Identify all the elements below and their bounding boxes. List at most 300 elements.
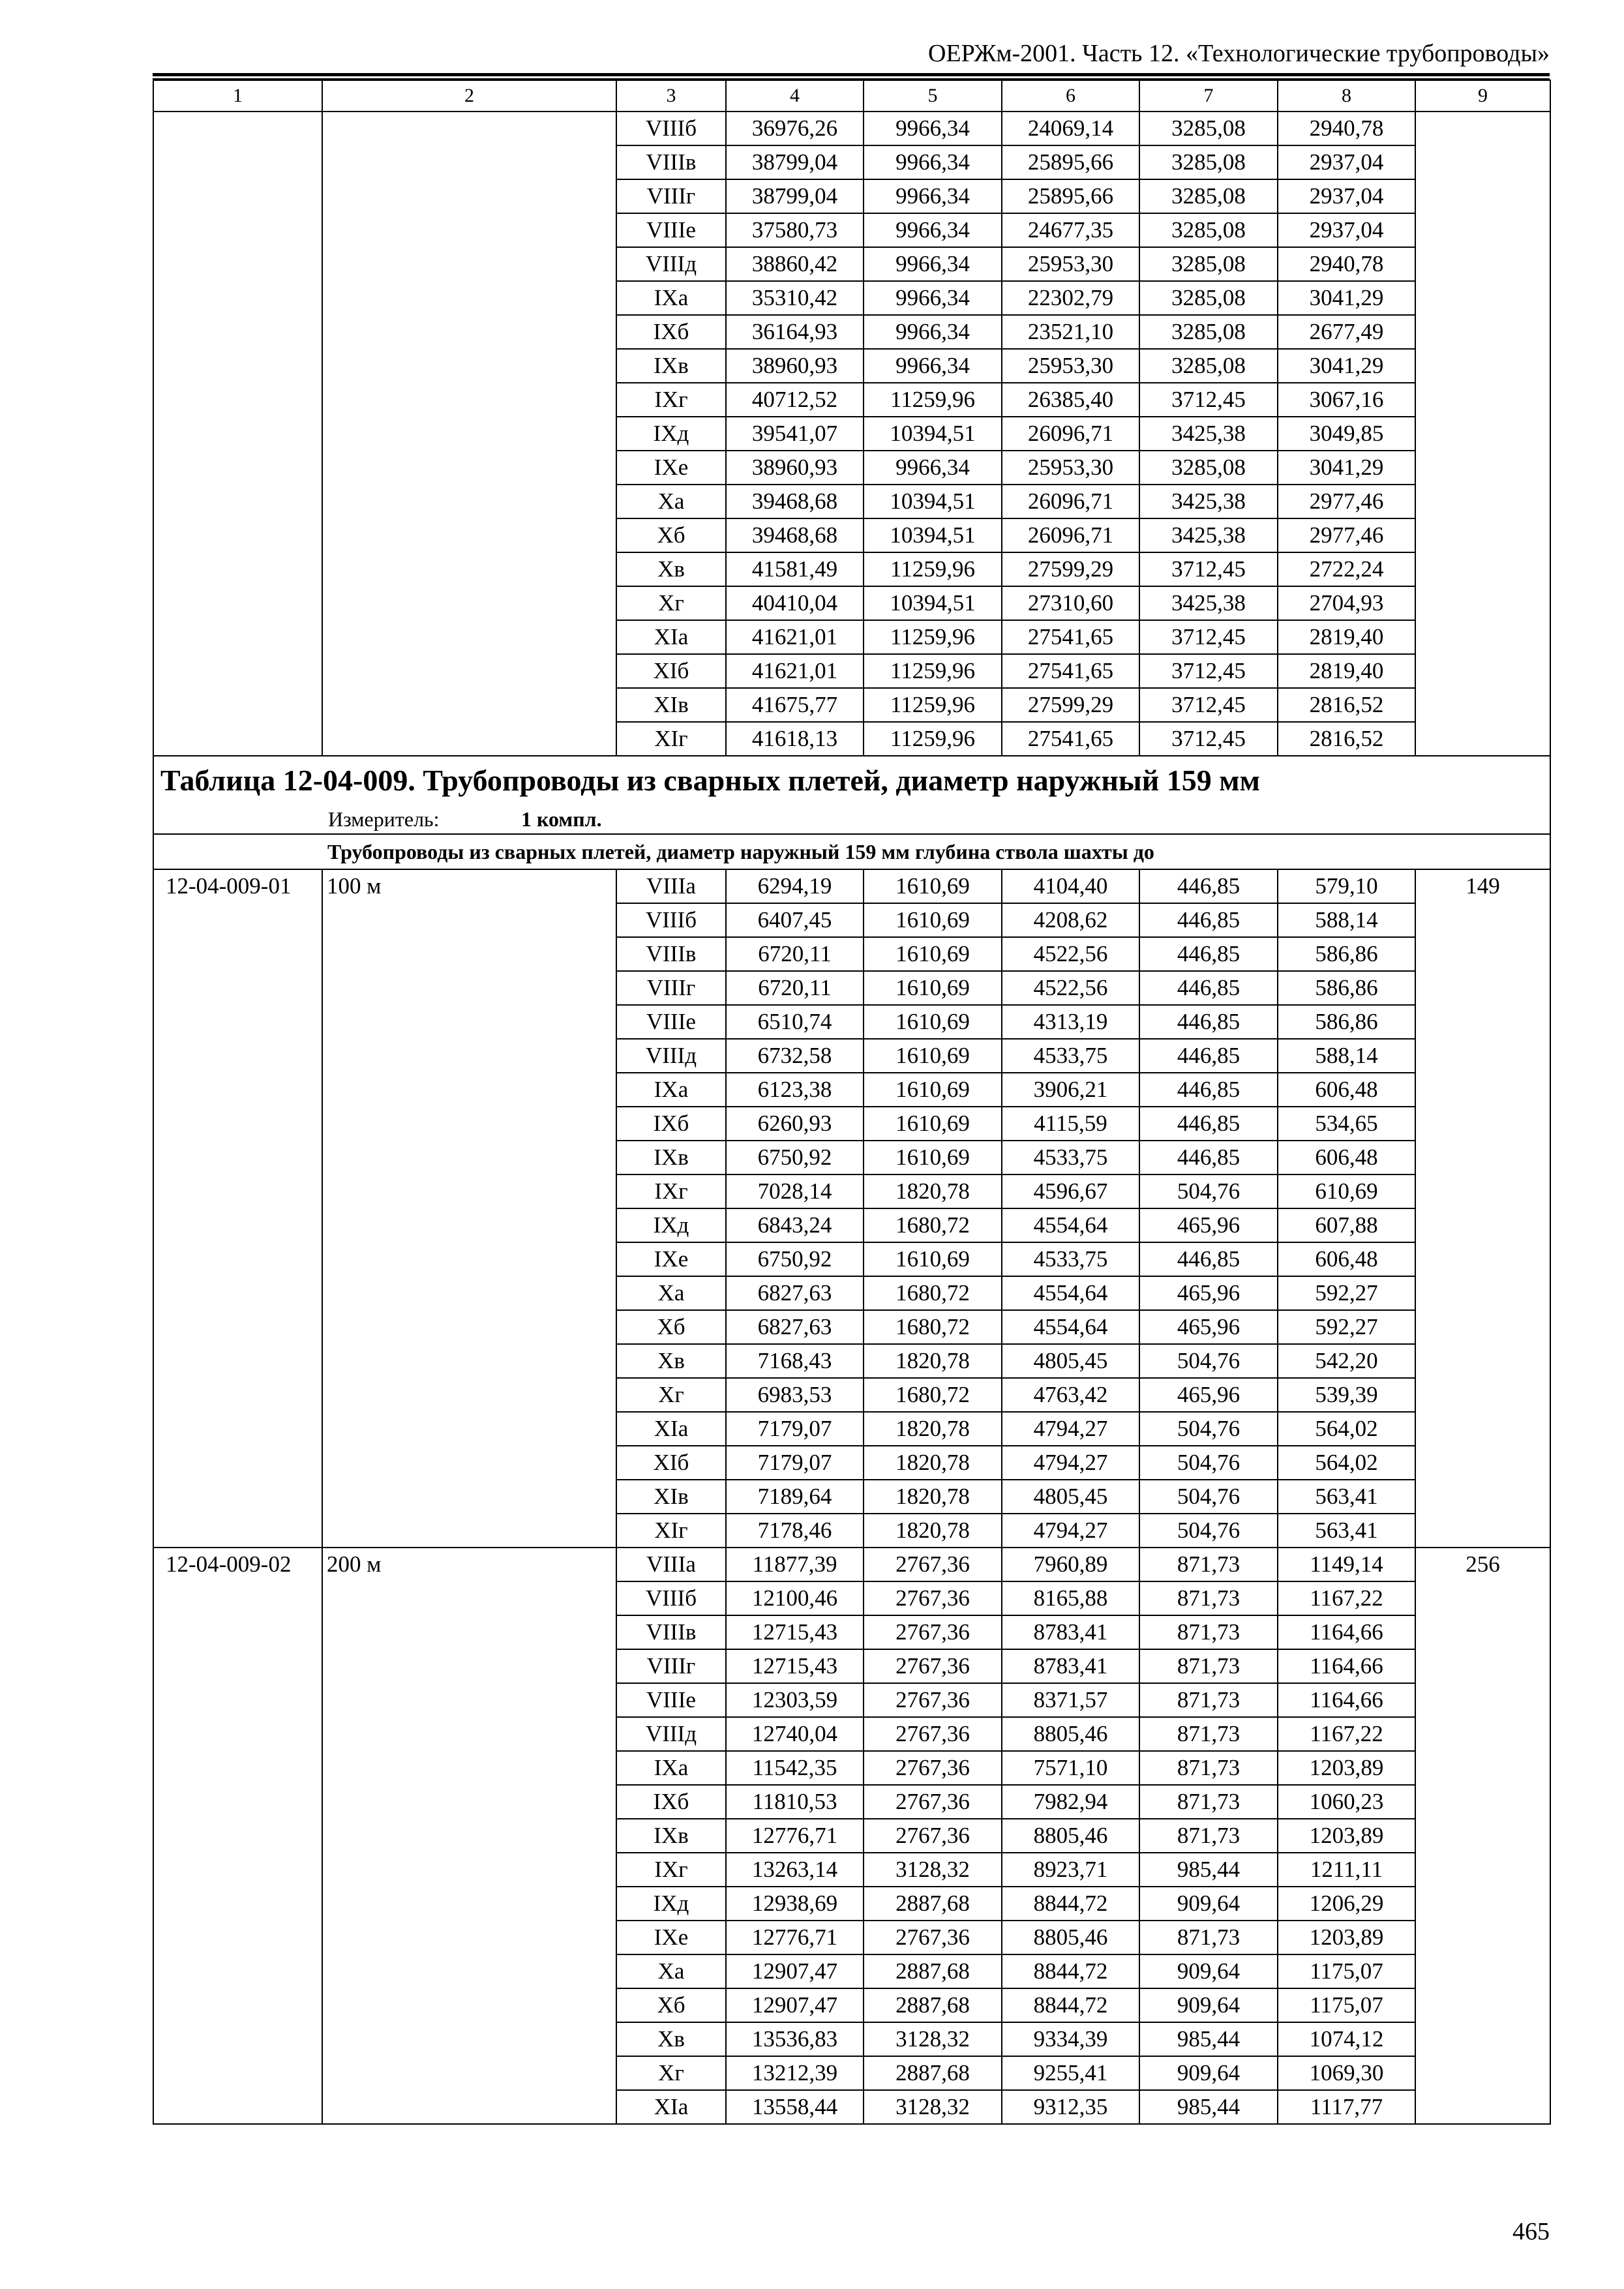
value-cell: 8805,46 (1002, 1717, 1139, 1751)
value-cell: 504,76 (1139, 1344, 1278, 1378)
value-cell: 2940,78 (1278, 247, 1415, 281)
value-cell: 1610,69 (864, 1039, 1002, 1073)
value-cell: 27599,29 (1002, 688, 1139, 722)
value-cell: 2819,40 (1278, 620, 1415, 654)
value-cell: 6720,11 (726, 937, 864, 971)
value-cell: 588,14 (1278, 1039, 1415, 1073)
value-cell: 446,85 (1139, 971, 1278, 1005)
page-number: 465 (1512, 2218, 1550, 2245)
col9-value: 149 (1415, 869, 1550, 1548)
value-cell: 13536,83 (726, 2022, 864, 2056)
value-cell: 3285,08 (1139, 145, 1278, 179)
value-cell: 2816,52 (1278, 688, 1415, 722)
value-cell: 6750,92 (726, 1242, 864, 1276)
value-cell: 27541,65 (1002, 722, 1139, 756)
value-cell: 3049,85 (1278, 417, 1415, 451)
value-cell: 3041,29 (1278, 281, 1415, 315)
value-cell: 38799,04 (726, 179, 864, 213)
table-row (153, 1548, 1550, 1581)
value-cell: 10394,51 (864, 586, 1002, 620)
class-cell: VIIIе (616, 1683, 726, 1717)
value-cell: 11877,39 (726, 1548, 864, 1581)
rates-table (153, 80, 1551, 2125)
class-cell: VIIIе (616, 213, 726, 247)
col9-cell (1415, 112, 1550, 756)
value-cell: 606,48 (1278, 1073, 1415, 1107)
class-cell: IXв (616, 1819, 726, 1853)
value-cell: 4533,75 (1002, 1141, 1139, 1174)
value-cell: 9966,34 (864, 213, 1002, 247)
class-cell: Xб (616, 1310, 726, 1344)
value-cell: 1149,14 (1278, 1548, 1415, 1581)
value-cell: 9334,39 (1002, 2022, 1139, 2056)
value-cell: 4596,67 (1002, 1174, 1139, 1208)
value-cell: 11542,35 (726, 1751, 864, 1785)
column-number: 7 (1139, 80, 1278, 112)
value-cell: 871,73 (1139, 1581, 1278, 1615)
value-cell: 3712,45 (1139, 552, 1278, 586)
value-cell: 38860,42 (726, 247, 864, 281)
value-cell: 2940,78 (1278, 112, 1415, 145)
value-cell: 41621,01 (726, 654, 864, 688)
value-cell: 12715,43 (726, 1615, 864, 1649)
value-cell: 10394,51 (864, 485, 1002, 518)
value-cell: 2887,68 (864, 2056, 1002, 2090)
value-cell: 3425,38 (1139, 485, 1278, 518)
class-cell: VIIIд (616, 247, 726, 281)
value-cell: 22302,79 (1002, 281, 1139, 315)
value-cell: 7571,10 (1002, 1751, 1139, 1785)
value-cell: 1610,69 (864, 937, 1002, 971)
value-cell: 36976,26 (726, 112, 864, 145)
value-cell: 9966,34 (864, 179, 1002, 213)
value-cell: 4794,27 (1002, 1412, 1139, 1446)
value-cell: 586,86 (1278, 1005, 1415, 1039)
unit-label: Измеритель: (328, 807, 440, 831)
value-cell: 8165,88 (1002, 1581, 1139, 1615)
value-cell: 588,14 (1278, 903, 1415, 937)
value-cell: 871,73 (1139, 1649, 1278, 1683)
class-cell: IXд (616, 1887, 726, 1921)
value-cell: 6407,45 (726, 903, 864, 937)
value-cell: 25953,30 (1002, 349, 1139, 383)
value-cell: 26096,71 (1002, 417, 1139, 451)
table-body (153, 80, 1550, 2124)
value-cell: 8805,46 (1002, 1921, 1139, 1954)
value-cell: 9966,34 (864, 281, 1002, 315)
value-cell: 37580,73 (726, 213, 864, 247)
value-cell: 4522,56 (1002, 937, 1139, 971)
value-cell: 9966,34 (864, 315, 1002, 349)
class-cell: Xа (616, 1954, 726, 1988)
value-cell: 1164,66 (1278, 1683, 1415, 1717)
value-cell: 592,27 (1278, 1276, 1415, 1310)
value-cell: 871,73 (1139, 1819, 1278, 1853)
value-cell: 465,96 (1139, 1310, 1278, 1344)
value-cell: 563,41 (1278, 1480, 1415, 1514)
value-cell: 985,44 (1139, 1853, 1278, 1887)
value-cell: 2767,36 (864, 1751, 1002, 1785)
value-cell: 41581,49 (726, 552, 864, 586)
value-cell: 9312,35 (1002, 2090, 1139, 2124)
class-cell: IXг (616, 1174, 726, 1208)
class-cell: Xг (616, 2056, 726, 2090)
column-number-row (153, 80, 1550, 112)
class-cell: Xб (616, 518, 726, 552)
value-cell: 446,85 (1139, 1141, 1278, 1174)
class-cell: Xа (616, 1276, 726, 1310)
value-cell: 2977,46 (1278, 518, 1415, 552)
value-cell: 38799,04 (726, 145, 864, 179)
value-cell: 36164,93 (726, 315, 864, 349)
value-cell: 6294,19 (726, 869, 864, 903)
class-cell: IXб (616, 1107, 726, 1141)
value-cell: 25953,30 (1002, 247, 1139, 281)
value-cell: 38960,93 (726, 349, 864, 383)
value-cell: 12303,59 (726, 1683, 864, 1717)
value-cell: 12100,46 (726, 1581, 864, 1615)
value-cell: 3906,21 (1002, 1073, 1139, 1107)
value-cell: 9966,34 (864, 112, 1002, 145)
class-cell: VIIIв (616, 937, 726, 971)
value-cell: 871,73 (1139, 1548, 1278, 1581)
value-cell: 579,10 (1278, 869, 1415, 903)
value-cell: 7960,89 (1002, 1548, 1139, 1581)
value-cell: 1820,78 (864, 1480, 1002, 1514)
value-cell: 3425,38 (1139, 518, 1278, 552)
value-cell: 8371,57 (1002, 1683, 1139, 1717)
value-cell: 1610,69 (864, 1005, 1002, 1039)
value-cell: 6843,24 (726, 1208, 864, 1242)
value-cell: 534,65 (1278, 1107, 1415, 1141)
class-cell: XIг (616, 722, 726, 756)
value-cell: 1680,72 (864, 1378, 1002, 1412)
value-cell: 564,02 (1278, 1412, 1415, 1446)
value-cell: 2887,68 (864, 1988, 1002, 2022)
value-cell: 2677,49 (1278, 315, 1415, 349)
class-cell: IXа (616, 281, 726, 315)
table-row (153, 869, 1550, 903)
class-cell: IXв (616, 1141, 726, 1174)
class-cell: VIIIе (616, 1005, 726, 1039)
value-cell: 3425,38 (1139, 586, 1278, 620)
value-cell: 3712,45 (1139, 722, 1278, 756)
value-cell: 12776,71 (726, 1819, 864, 1853)
value-cell: 3041,29 (1278, 451, 1415, 485)
unit-row (153, 805, 1550, 834)
value-cell: 4554,64 (1002, 1276, 1139, 1310)
col9-value: 256 (1415, 1548, 1550, 2124)
rate-description: 100 м (322, 869, 616, 1548)
column-number: 3 (616, 80, 726, 112)
value-cell: 871,73 (1139, 1921, 1278, 1954)
value-cell: 9966,34 (864, 349, 1002, 383)
value-cell: 27541,65 (1002, 620, 1139, 654)
value-cell: 9255,41 (1002, 2056, 1139, 2090)
value-cell: 40410,04 (726, 586, 864, 620)
value-cell: 871,73 (1139, 1751, 1278, 1785)
value-cell: 592,27 (1278, 1310, 1415, 1344)
column-number: 6 (1002, 80, 1139, 112)
value-cell: 12715,43 (726, 1649, 864, 1683)
value-cell: 25953,30 (1002, 451, 1139, 485)
value-cell: 10394,51 (864, 518, 1002, 552)
class-cell: XIа (616, 2090, 726, 2124)
value-cell: 3712,45 (1139, 654, 1278, 688)
value-cell: 26096,71 (1002, 485, 1139, 518)
value-cell: 40712,52 (726, 383, 864, 417)
class-cell: IXг (616, 1853, 726, 1887)
value-cell: 6510,74 (726, 1005, 864, 1039)
value-cell: 446,85 (1139, 869, 1278, 903)
class-cell: XIв (616, 1480, 726, 1514)
value-cell: 504,76 (1139, 1412, 1278, 1446)
value-cell: 2767,36 (864, 1615, 1002, 1649)
value-cell: 8805,46 (1002, 1819, 1139, 1853)
class-cell: VIIIд (616, 1717, 726, 1751)
value-cell: 11259,96 (864, 722, 1002, 756)
value-cell: 4533,75 (1002, 1039, 1139, 1073)
value-cell: 24069,14 (1002, 112, 1139, 145)
value-cell: 3067,16 (1278, 383, 1415, 417)
value-cell: 1164,66 (1278, 1615, 1415, 1649)
value-cell: 2887,68 (864, 1887, 1002, 1921)
value-cell: 3712,45 (1139, 688, 1278, 722)
value-cell: 8844,72 (1002, 1988, 1139, 2022)
value-cell: 1680,72 (864, 1276, 1002, 1310)
value-cell: 10394,51 (864, 417, 1002, 451)
value-cell: 871,73 (1139, 1717, 1278, 1751)
value-cell: 2816,52 (1278, 722, 1415, 756)
value-cell: 504,76 (1139, 1174, 1278, 1208)
value-cell: 7179,07 (726, 1412, 864, 1446)
value-cell: 6750,92 (726, 1141, 864, 1174)
class-cell: Xв (616, 552, 726, 586)
value-cell: 909,64 (1139, 2056, 1278, 2090)
value-cell: 446,85 (1139, 1107, 1278, 1141)
value-cell: 610,69 (1278, 1174, 1415, 1208)
value-cell: 4533,75 (1002, 1242, 1139, 1276)
value-cell: 446,85 (1139, 1039, 1278, 1073)
value-cell: 8844,72 (1002, 1954, 1139, 1988)
value-cell: 606,48 (1278, 1242, 1415, 1276)
value-cell: 39541,07 (726, 417, 864, 451)
value-cell: 26096,71 (1002, 518, 1139, 552)
value-cell: 2767,36 (864, 1581, 1002, 1615)
value-cell: 909,64 (1139, 1988, 1278, 2022)
class-cell: VIIIб (616, 903, 726, 937)
value-cell: 6983,53 (726, 1378, 864, 1412)
value-cell: 3285,08 (1139, 281, 1278, 315)
value-cell: 2937,04 (1278, 145, 1415, 179)
value-cell: 4554,64 (1002, 1310, 1139, 1344)
value-cell: 465,96 (1139, 1276, 1278, 1310)
table-row (153, 112, 1550, 145)
value-cell: 23521,10 (1002, 315, 1139, 349)
class-cell: VIIIв (616, 1615, 726, 1649)
value-cell: 1167,22 (1278, 1717, 1415, 1751)
value-cell: 35310,42 (726, 281, 864, 315)
value-cell: 7982,94 (1002, 1785, 1139, 1819)
value-cell: 26385,40 (1002, 383, 1139, 417)
value-cell: 39468,68 (726, 485, 864, 518)
value-cell: 2704,93 (1278, 586, 1415, 620)
class-cell: XIа (616, 620, 726, 654)
class-cell: IXб (616, 315, 726, 349)
value-cell: 12776,71 (726, 1921, 864, 1954)
value-cell: 3285,08 (1139, 349, 1278, 383)
value-cell: 1203,89 (1278, 1921, 1415, 1954)
header-rule (153, 73, 1550, 80)
value-cell: 4208,62 (1002, 903, 1139, 937)
column-number: 9 (1415, 80, 1550, 112)
class-cell: Xа (616, 485, 726, 518)
value-cell: 4115,59 (1002, 1107, 1139, 1141)
value-cell: 39468,68 (726, 518, 864, 552)
value-cell: 4794,27 (1002, 1514, 1139, 1548)
value-cell: 3128,32 (864, 2090, 1002, 2124)
value-cell: 3128,32 (864, 2022, 1002, 2056)
class-cell: VIIIг (616, 971, 726, 1005)
class-cell: XIг (616, 1514, 726, 1548)
section-title: Таблица 12-04-009. Трубопроводы из сварных плетей, диаметр наружный 159 мм (153, 756, 1550, 805)
class-cell: IXг (616, 383, 726, 417)
value-cell: 7168,43 (726, 1344, 864, 1378)
value-cell: 8844,72 (1002, 1887, 1139, 1921)
value-cell: 12907,47 (726, 1988, 864, 2022)
value-cell: 1820,78 (864, 1412, 1002, 1446)
value-cell: 25895,66 (1002, 179, 1139, 213)
value-cell: 3712,45 (1139, 383, 1278, 417)
class-cell: IXд (616, 417, 726, 451)
value-cell: 3128,32 (864, 1853, 1002, 1887)
class-cell: Xв (616, 2022, 726, 2056)
value-cell: 871,73 (1139, 1615, 1278, 1649)
value-cell: 2819,40 (1278, 654, 1415, 688)
value-cell: 11259,96 (864, 552, 1002, 586)
value-cell: 25895,66 (1002, 145, 1139, 179)
value-cell: 27599,29 (1002, 552, 1139, 586)
value-cell: 985,44 (1139, 2022, 1278, 2056)
unit-value: 1 компл. (521, 807, 602, 831)
value-cell: 41618,13 (726, 722, 864, 756)
class-cell: IXб (616, 1785, 726, 1819)
value-cell: 11259,96 (864, 620, 1002, 654)
value-cell: 2767,36 (864, 1717, 1002, 1751)
class-cell: Xв (616, 1344, 726, 1378)
value-cell: 1203,89 (1278, 1751, 1415, 1785)
value-cell: 1680,72 (864, 1208, 1002, 1242)
value-cell: 1610,69 (864, 903, 1002, 937)
value-cell: 985,44 (1139, 2090, 1278, 2124)
value-cell: 446,85 (1139, 1242, 1278, 1276)
value-cell: 1164,66 (1278, 1649, 1415, 1683)
value-cell: 8783,41 (1002, 1649, 1139, 1683)
value-cell: 4763,42 (1002, 1378, 1139, 1412)
value-cell: 607,88 (1278, 1208, 1415, 1242)
rate-description: 200 м (322, 1548, 616, 2124)
unit-cell (153, 805, 1550, 834)
class-cell: Xг (616, 1378, 726, 1412)
class-cell: IXв (616, 349, 726, 383)
value-cell: 1060,23 (1278, 1785, 1415, 1819)
value-cell: 4313,19 (1002, 1005, 1139, 1039)
value-cell: 2767,36 (864, 1819, 1002, 1853)
value-cell: 13558,44 (726, 2090, 864, 2124)
value-cell: 2887,68 (864, 1954, 1002, 1988)
value-cell: 2767,36 (864, 1649, 1002, 1683)
value-cell: 2767,36 (864, 1548, 1002, 1581)
value-cell: 3712,45 (1139, 620, 1278, 654)
value-cell: 1610,69 (864, 1141, 1002, 1174)
value-cell: 1820,78 (864, 1446, 1002, 1480)
value-cell: 2722,24 (1278, 552, 1415, 586)
value-cell: 564,02 (1278, 1446, 1415, 1480)
value-cell: 6732,58 (726, 1039, 864, 1073)
value-cell: 12907,47 (726, 1954, 864, 1988)
class-cell: Xб (616, 1988, 726, 2022)
value-cell: 9966,34 (864, 145, 1002, 179)
value-cell: 3285,08 (1139, 213, 1278, 247)
value-cell: 2767,36 (864, 1785, 1002, 1819)
value-cell: 11259,96 (864, 688, 1002, 722)
value-cell: 24677,35 (1002, 213, 1139, 247)
value-cell: 4522,56 (1002, 971, 1139, 1005)
value-cell: 2937,04 (1278, 213, 1415, 247)
class-cell: IXе (616, 1242, 726, 1276)
value-cell: 3041,29 (1278, 349, 1415, 383)
value-cell: 6260,93 (726, 1107, 864, 1141)
value-cell: 27541,65 (1002, 654, 1139, 688)
value-cell: 13263,14 (726, 1853, 864, 1887)
value-cell: 4794,27 (1002, 1446, 1139, 1480)
class-cell: VIIIг (616, 1649, 726, 1683)
class-cell: Xг (616, 586, 726, 620)
running-header: ОЕРЖм-2001. Часть 12. «Технологические трубопроводы» (927, 40, 1550, 67)
value-cell: 11810,53 (726, 1785, 864, 1819)
class-cell: XIв (616, 688, 726, 722)
value-cell: 13212,39 (726, 2056, 864, 2090)
value-cell: 446,85 (1139, 903, 1278, 937)
class-cell: VIIIг (616, 179, 726, 213)
code-cell (153, 112, 322, 756)
value-cell: 465,96 (1139, 1208, 1278, 1242)
value-cell: 4104,40 (1002, 869, 1139, 903)
value-cell: 6827,63 (726, 1310, 864, 1344)
value-cell: 12740,04 (726, 1717, 864, 1751)
value-cell: 2977,46 (1278, 485, 1415, 518)
value-cell: 504,76 (1139, 1514, 1278, 1548)
value-cell: 4805,45 (1002, 1480, 1139, 1514)
section-title-row (153, 756, 1550, 805)
value-cell: 909,64 (1139, 1887, 1278, 1921)
value-cell: 6720,11 (726, 971, 864, 1005)
class-cell: IXа (616, 1073, 726, 1107)
value-cell: 1167,22 (1278, 1581, 1415, 1615)
value-cell: 1610,69 (864, 869, 1002, 903)
rate-code: 12-04-009-02 (153, 1548, 322, 2124)
value-cell: 41675,77 (726, 688, 864, 722)
value-cell: 1820,78 (864, 1174, 1002, 1208)
class-cell: XIа (616, 1412, 726, 1446)
value-cell: 1117,77 (1278, 2090, 1415, 2124)
value-cell: 4805,45 (1002, 1344, 1139, 1378)
value-cell: 1175,07 (1278, 1988, 1415, 2022)
value-cell: 871,73 (1139, 1683, 1278, 1717)
value-cell: 7189,64 (726, 1480, 864, 1514)
value-cell: 2937,04 (1278, 179, 1415, 213)
class-cell: VIIIд (616, 1039, 726, 1073)
